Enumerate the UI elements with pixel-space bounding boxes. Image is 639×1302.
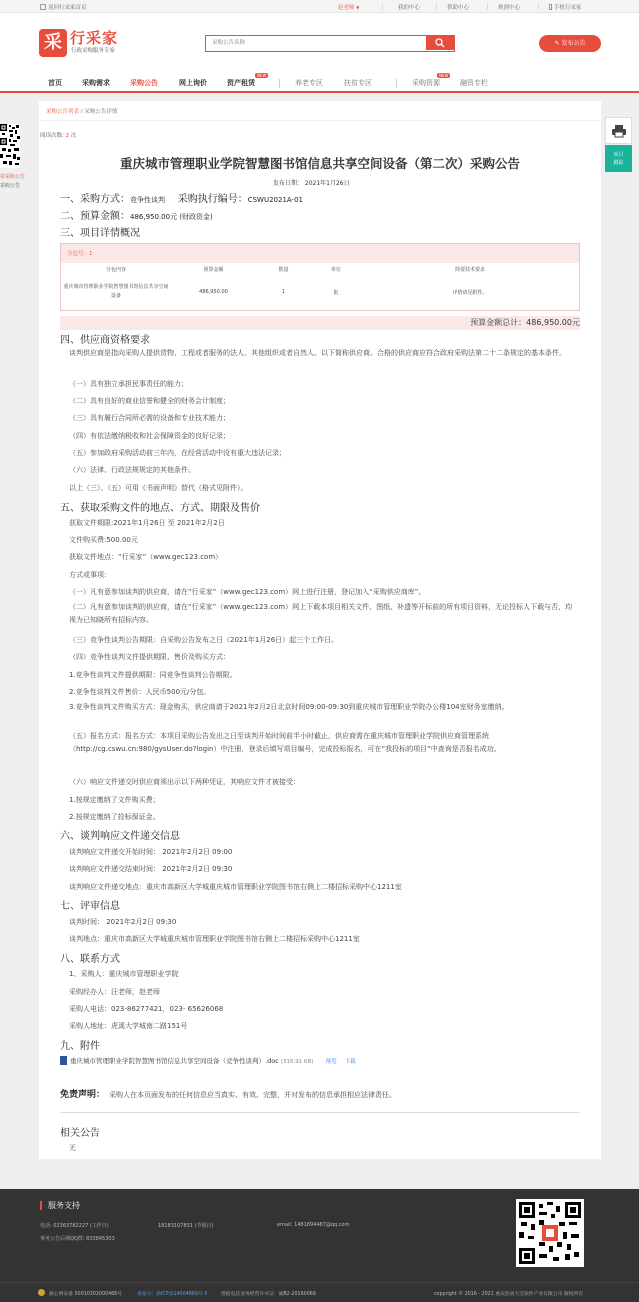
- section-submission: 六、谈判响应文件递交信息: [60, 831, 180, 842]
- footer-phone: 电话: 02363782227 (工作日): [40, 1223, 109, 1229]
- search-icon: [435, 38, 445, 48]
- col-budget: 预算金额: [203, 267, 224, 273]
- user-menu[interactable]: 赵老师 ▼: [338, 5, 360, 11]
- review-time: 谈判时间： 2021年2月2日 09:30: [69, 918, 177, 926]
- submission-end: 谈判响应文件递交结束时间： 2021年2月2日 09:30: [69, 865, 233, 873]
- contact-address: 采购人地址：虎溪大学城南二路151号: [69, 1022, 188, 1030]
- project-tracking-button[interactable]: 项目 跟踪: [605, 145, 632, 172]
- doc-method-6-1: 1.按规定缴纳了文件购买费；: [69, 796, 160, 804]
- doc-location: 获取文件地点：“行采家”（www.gec123.com）: [69, 553, 223, 561]
- search-button[interactable]: [426, 36, 454, 50]
- lot-table: [60, 243, 580, 311]
- contact-phone: 采购人电话：023-86277421，023- 65626068: [69, 1005, 224, 1013]
- nav-home[interactable]: 首页: [48, 79, 62, 87]
- nav-purchase-notice[interactable]: 采购公告: [130, 79, 158, 87]
- doc-method-1: （一）凡有意参加谈判的供应商，请在“行采家”（www.gec123.com）网上进行注册，登记加入“采购供应商库”。: [69, 588, 426, 596]
- divider: [538, 3, 539, 10]
- doc-method-4: （四）竞争性谈判文件提供期限、售价及购买方式：: [69, 653, 230, 661]
- qr-code-icon: [0, 124, 20, 168]
- public-security-record[interactable]: 渝公网安备 50010302000466号: [49, 1292, 123, 1297]
- footer: [0, 1189, 639, 1302]
- top-bar: [0, 0, 639, 13]
- doc-method-4-3: 3.竞争性谈判文件购买方式：现金购买，供应商请于2021年2月2日北京时间09:00-09:30到重庆城市管理职业学院办公楼104室财务室缴纳。: [69, 703, 509, 711]
- nav-purchase-resources[interactable]: 采购资源 NEW: [412, 73, 449, 87]
- logo-slogan: 行政采购服务专家: [71, 48, 116, 54]
- nav-purchase-demand[interactable]: 采购需求: [82, 79, 110, 87]
- qualification-item: （一）具有独立承担民事责任的能力；: [69, 380, 188, 388]
- footer-qq: 事务公告后期QQ群: 833845303: [40, 1236, 115, 1242]
- breadcrumb-current: 采购公告详情: [84, 109, 118, 115]
- attachment-name[interactable]: 重庆城市管理职业学院智慧图书馆信息共享空间设备（竞争性谈判）.doc: [70, 1057, 279, 1065]
- submission-start: 谈判响应文件递交开始时间： 2021年2月2日 09:00: [69, 848, 233, 856]
- left-float-qr[interactable]: 看采购公告 采购公告: [0, 124, 22, 194]
- page-title: 重庆城市管理职业学院智慧图书馆信息共享空间设备（第二次）采购公告: [119, 156, 520, 171]
- footer-bottom: [0, 1282, 639, 1302]
- contact-handler: 采购经办人：汪老师，赵老师: [69, 988, 160, 996]
- logo-name: 行采家: [70, 29, 119, 47]
- section-review: 七、评审信息: [60, 901, 120, 912]
- header: [0, 13, 639, 93]
- edit-icon: ✎: [554, 40, 562, 47]
- divider: [382, 3, 383, 10]
- section-budget: 二、预算金额：486,950.00元 (财政资金): [60, 211, 213, 222]
- doc-method-3: （三）竞争性谈判公告期限：自采购公告发布之日（2021年1月26日）起三个工作日。: [69, 636, 339, 644]
- search-box: [205, 35, 455, 52]
- contact-purchaser: 1、采购人：重庆城市管理职业学院: [69, 970, 179, 978]
- copyright: copyright © 2016 - 2021 重庆浩雨大宝软件产业有限公司 版权所有: [434, 1292, 584, 1297]
- qualification-item: （二）具有良好的商业信誉和健全的财务会计制度；: [69, 397, 230, 405]
- divider: [436, 3, 437, 10]
- qualification-item: （四）有依法缴纳税收和社会保障资金的良好记录；: [69, 432, 230, 440]
- new-badge: NEW: [439, 73, 449, 78]
- new-badge: NEW: [257, 73, 267, 78]
- publish-date: 发布日期： 2021年1月26日: [273, 180, 350, 187]
- service-support-title: 服务支持: [40, 1201, 80, 1210]
- col-tech-req: 简要技术要求: [454, 267, 485, 273]
- qualification-item: （六）法律、行政法规规定的其他条件。: [69, 466, 195, 474]
- preview-link[interactable]: 预览: [325, 1059, 337, 1065]
- section-project-details: 三、项目详情概况: [60, 228, 140, 239]
- nav-asset-lease[interactable]: 资产租赁 NEW: [227, 73, 267, 87]
- footer-phone-holiday: 18183107831 (节假日): [158, 1223, 214, 1229]
- related-notices-title: 相关公告: [60, 1128, 100, 1139]
- printer-icon: [612, 124, 626, 138]
- divider: [279, 79, 280, 88]
- download-link[interactable]: 下载: [344, 1059, 356, 1065]
- search-input[interactable]: [206, 36, 426, 50]
- table-row: 重庆城市管理职业学院智慧图书馆信息共享空间设备 486,950.00 1 批 详情请见附件。: [63, 284, 488, 299]
- review-location: 谈判地点：重庆市高新区大学城重庆城市管理职业学院图书馆右侧上二楼招标采购中心1211室: [69, 935, 360, 943]
- word-doc-icon: [60, 1056, 67, 1065]
- section-qualification: 四、供应商资格要求: [60, 335, 150, 346]
- mobile-link[interactable]: 手机行采家: [549, 3, 582, 11]
- home-icon: [40, 4, 46, 10]
- section-obtain-documents: 五、获取采购文件的地点、方式、期限及售价: [60, 503, 260, 514]
- breadcrumb-parent[interactable]: 采购公告列表: [46, 109, 80, 115]
- footer-qr-code: [516, 1199, 584, 1267]
- back-home-link[interactable]: 返回行采家首页: [40, 3, 87, 11]
- qualification-item: （三）具有履行合同所必需的设备和专业技术能力；: [69, 414, 230, 422]
- col-quantity: 数量: [278, 267, 289, 273]
- qualification-note: 以上（三）、（五）可用《书面声明》替代（格式见附件）。: [69, 484, 248, 492]
- nav-poverty-zone[interactable]: 扶贫专区: [344, 79, 372, 87]
- police-badge-icon: [38, 1289, 45, 1296]
- logo-mark: 采: [39, 29, 67, 57]
- footer-email[interactable]: email: 1481894487@qq.com: [277, 1222, 350, 1228]
- telecom-license: 增值电信业务经营许可证：渝B2-20160069: [221, 1292, 316, 1297]
- breadcrumb: 采购公告列表 / 采购公告详情: [39, 101, 601, 121]
- lot-number: 分包号：1: [61, 244, 579, 263]
- submission-location: 谈判响应文件递交地点：重庆市高新区大学城重庆城市管理职业学院图书馆右侧上二楼招标采购中心1211室: [69, 883, 402, 891]
- attachment-row: [60, 1056, 356, 1065]
- publish-notice-button[interactable]: ✎ 发布公告: [539, 35, 601, 52]
- attachment-size: (316.91 KB): [280, 1059, 314, 1065]
- doc-method-6: （六）响应文件递交时供应商须出示以下两种凭证，其响应文件才被接受：: [69, 778, 300, 786]
- budget-total: 预算金额总计：486,950.00元: [60, 316, 580, 330]
- disclaimer: 免责声明： 采购人在本页面发布的任何信息应当真实、有效、完整，并对发布的信息承担相应法律责任。: [60, 1090, 397, 1100]
- doc-fee: 文件购买费:500.00元: [69, 536, 138, 544]
- divider: [487, 3, 488, 10]
- my-center-link[interactable]: 我的中心: [398, 5, 421, 11]
- nav-finance-column[interactable]: 融资专栏: [460, 79, 488, 87]
- rules-center-link[interactable]: 规则中心: [498, 5, 521, 11]
- read-count: 阅读次数: 2 次: [40, 133, 77, 139]
- divider: [396, 79, 397, 88]
- doc-method-4-2: 2.竞争性谈判文件售价：人民币500元/分包。: [69, 688, 211, 696]
- help-center-link[interactable]: 帮助中心: [447, 5, 470, 11]
- divider: [60, 1112, 580, 1113]
- qualification-intro: 谈判供应商是指向采购人提供货物、工程或者服务的法人、其他组织或者自然人。以下简称供应商。合格的供应商应符合政府采购法第二十二条规定的基本条件。: [69, 349, 566, 357]
- icp-record[interactable]: 备案号：渝ICP备14004869号-5: [137, 1292, 208, 1297]
- qualification-item: （五）参加政府采购活动前三年内，在经营活动中没有重大违法记录；: [69, 449, 286, 457]
- qr-code-icon: [519, 1202, 581, 1264]
- section-contact: 八、联系方式: [60, 954, 120, 965]
- phone-icon: [549, 4, 552, 10]
- related-notices-empty: 无: [69, 1144, 76, 1152]
- section-purchase-method: 一、采购方式：竞争性谈判 采购执行编号：CSWU2021A-01: [60, 194, 303, 205]
- doc-method-label: 方式或事项：: [69, 571, 111, 579]
- col-unit: 单位: [330, 267, 341, 273]
- doc-period: 获取文件期限:2021年1月26日 至 2021年2月2日: [69, 519, 225, 527]
- col-content: 分包内容: [105, 267, 126, 273]
- doc-method-4-1: 1.竞争性谈判文件提供期限：同竞争性谈判公告期限。: [69, 671, 237, 679]
- lot-detail-table: [61, 263, 579, 308]
- doc-method-2: （二）凡有意参加谈判的供应商，请在“行采家”（www.gec123.com）网上下载本项目相关文件、图纸、补遗等开标前的所有项目资料，无论投标人下载与否，均视为已知晓所有招标内容。: [69, 603, 573, 624]
- doc-method-5: （五）报名方式：报名方式：本项目采购公告发出之日至谈判开始时间前半小时截止，供应商需在重庆城市管理职业学院供应商管理系统（http://cg.cswu.cn:980/gysUser.do?login）中注册，登录后填写项目编号，完成投标报名，可在“我投标的项目”中查询是否报名成功。: [69, 732, 501, 753]
- chevron-down-icon: ▼: [356, 5, 360, 10]
- doc-method-6-2: 2.按规定缴纳了投标保证金。: [69, 813, 160, 821]
- main-nav: [0, 73, 639, 93]
- print-button[interactable]: [605, 117, 632, 144]
- section-attachments: 九、附件: [60, 1041, 100, 1052]
- nav-elderly-zone[interactable]: 养老专区: [295, 79, 323, 87]
- nav-online-inquiry[interactable]: 网上询价: [179, 79, 207, 87]
